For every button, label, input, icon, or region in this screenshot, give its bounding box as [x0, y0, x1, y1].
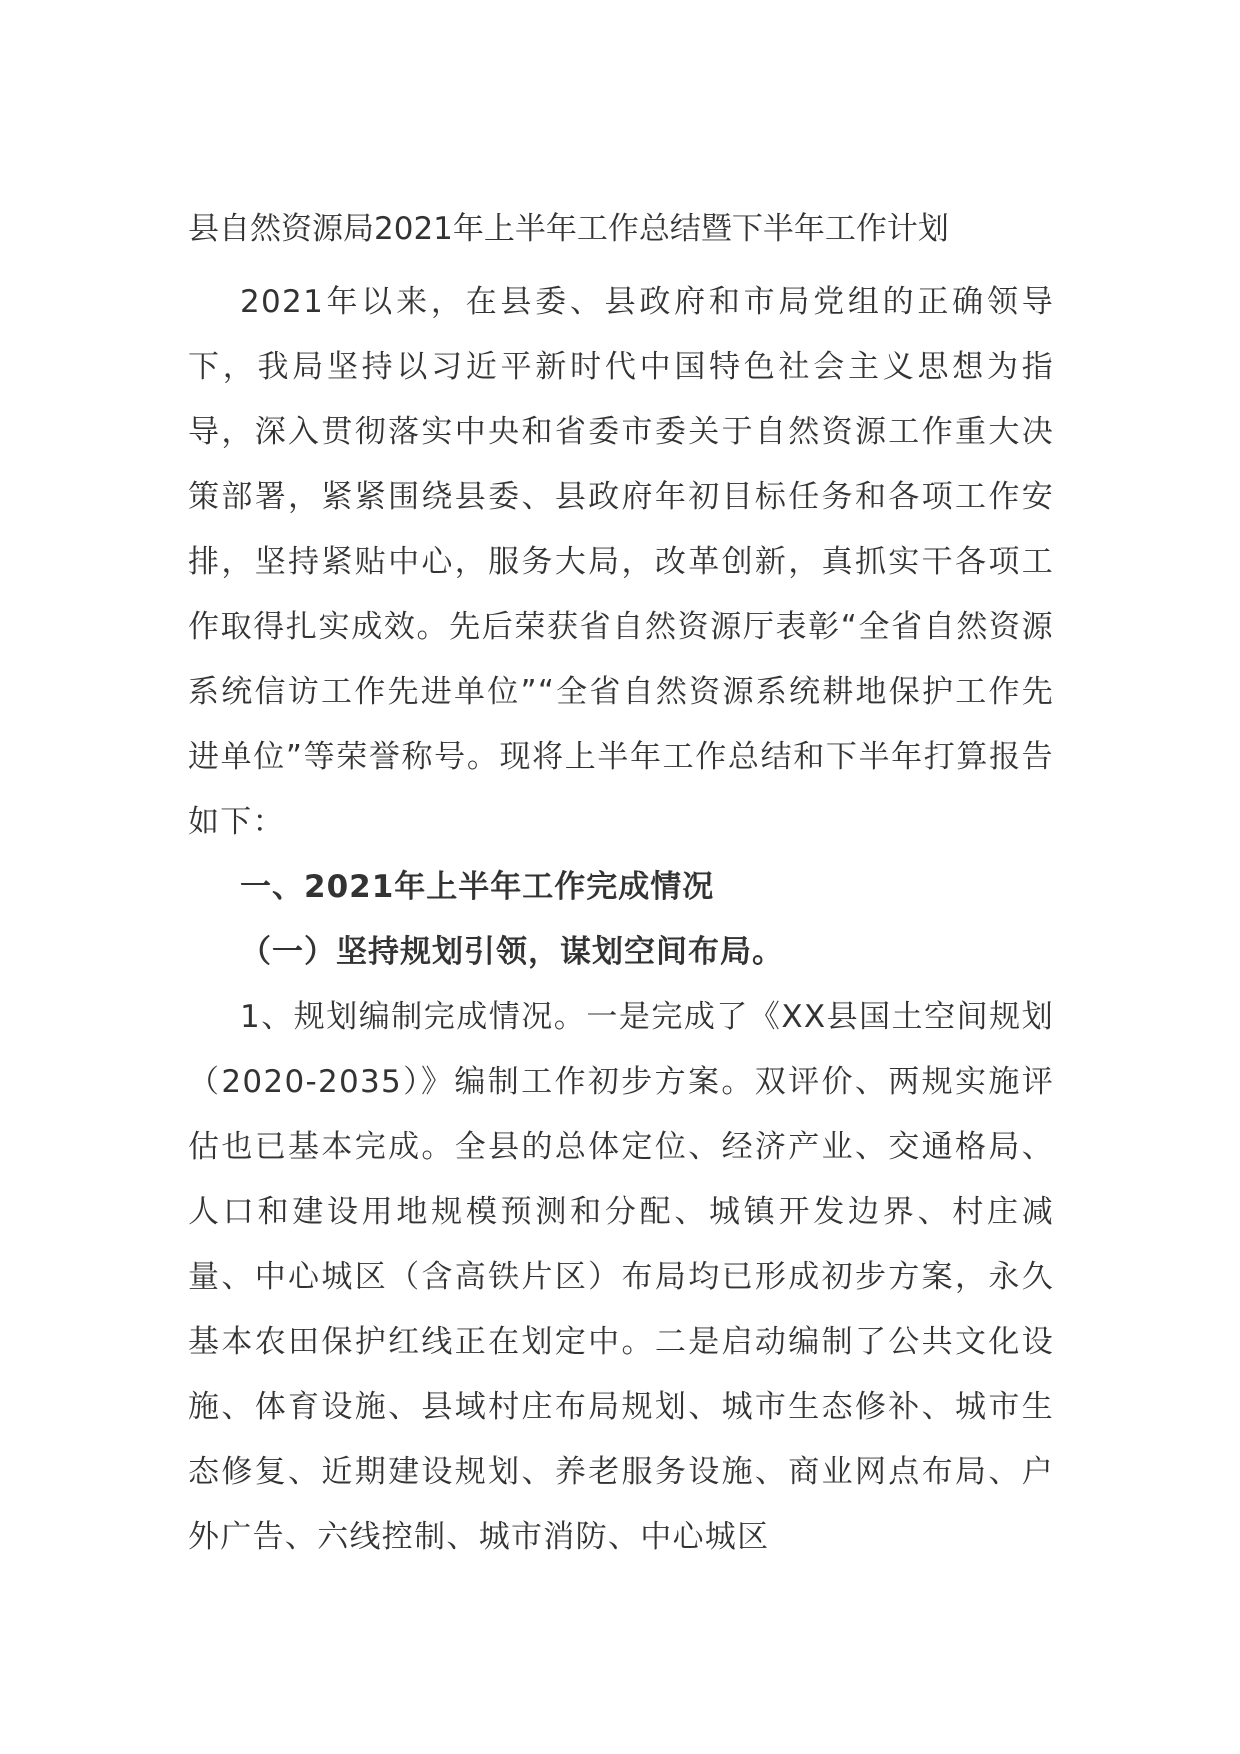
document-title: 县自然资源局2021年上半年工作总结暨下半年工作计划: [188, 211, 949, 247]
subsection-heading: （一）坚持规划引领，谋划空间布局。: [240, 934, 784, 970]
intro-paragraph: 2021年以来，在县委、县政府和市局党组的正确领导下，我局坚持以习近平新时代中国特色社会主义思想为指导，深入贯彻落实中央和省委市委关于自然资源工作重大决策部署，紧紧围绕县委、县政府年初目标任务和各项工作安排，坚持紧贴中心，服务大局，改革创新，真抓实干各项工作取得扎实成效。先后荣获省自然资源厅表彰“全省自然资源系统信访工作先进单位”“全省自然资源系统耕地保护工作先进单位”等荣誉称号。现将上半年工作总结和下半年打算报告如下：: [188, 284, 1054, 840]
item-paragraph: 1、规划编制完成情况。一是完成了《XX县国土空间规划（2020-2035）》编制工作初步方案。双评价、两规实施评估也已基本完成。全县的总体定位、经济产业、交通格局、人口和建设用地规模预测和分配、城镇开发边界、村庄减量、中心城区（含高铁片区）布局均已形成初步方案，永久基本农田保护红线正在划定中。二是启动编制了公共文化设施、体育设施、县域村庄布局规划、城市生态修补、城市生态修复、近期建设规划、养老服务设施、商业网点布局、户外广告、六线控制、城市消防、中心城区: [188, 999, 1054, 1555]
section-heading: 一、2021年上半年工作完成情况: [240, 869, 715, 905]
document-body: [188, 198, 1054, 1570]
